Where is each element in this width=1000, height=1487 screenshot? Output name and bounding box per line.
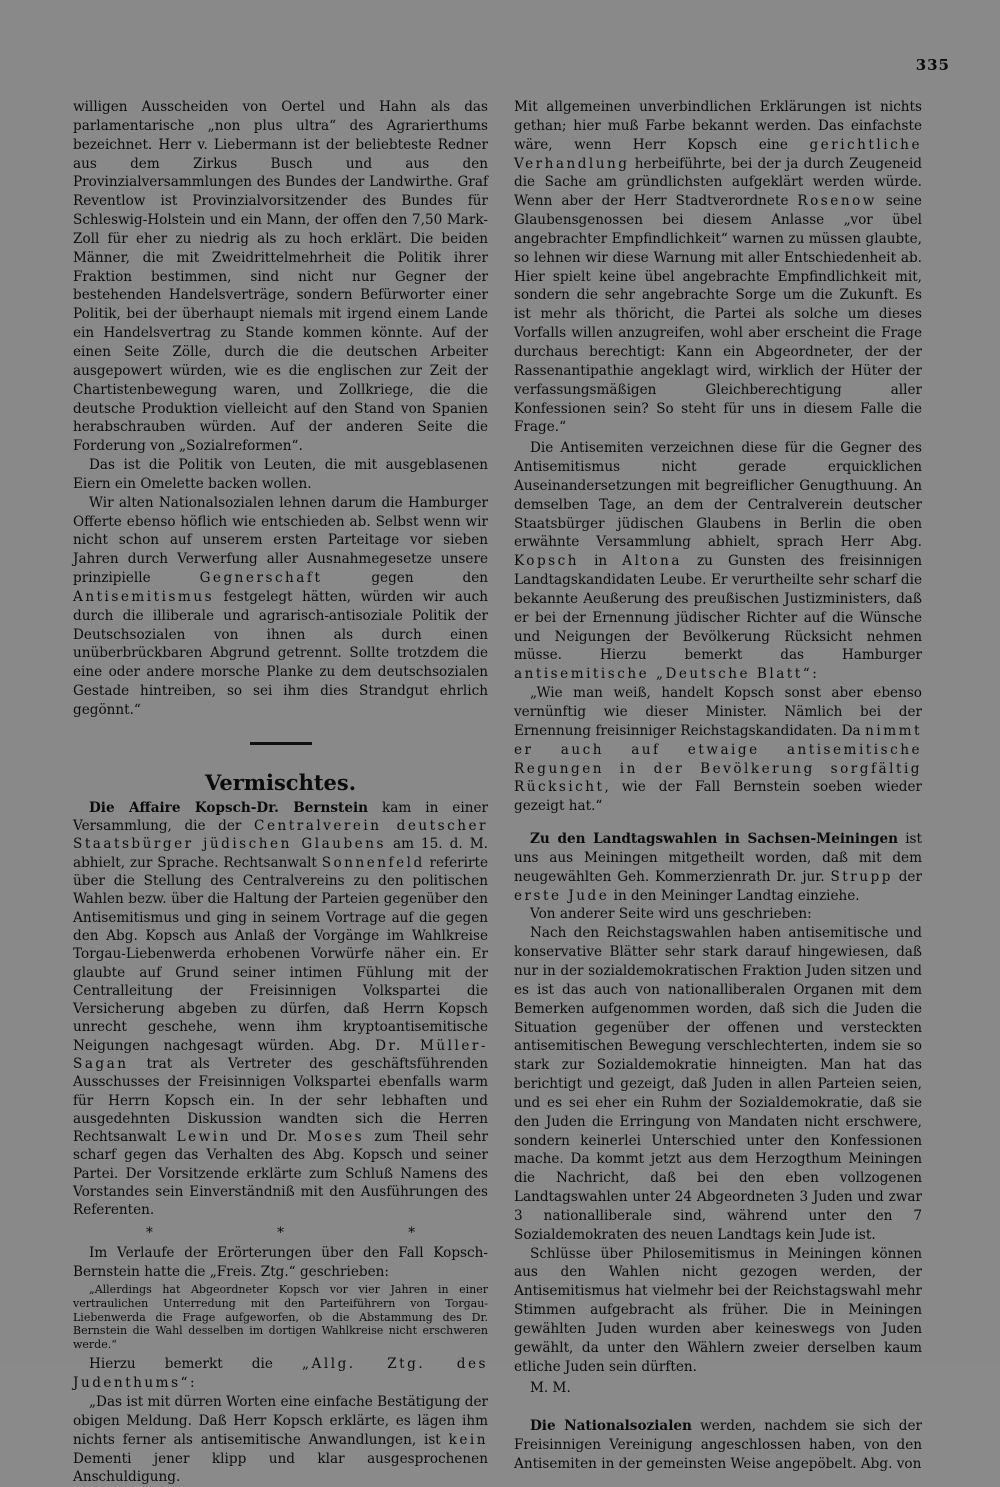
text-run: Die Antisemiten verzeichnen diese für die Gegner des Antisemitismus nicht gerade erquicklichen Auseinandersetzungen mit begreiflicher Genugthuung. An demselben Tage, an dem der Centralverein deutscher Staatsbürger jüdischen Glaubens in Berlin die oben erwähnte Versammlung abhielt, sprach Herr Abg. xyxy=(514,440,922,551)
text-run: : xyxy=(190,1375,195,1392)
paragraph xyxy=(73,494,488,720)
text-run: kam in einer Versammlung, die der xyxy=(73,799,488,835)
article-kopsch-bernstein xyxy=(73,799,488,1220)
paragraph xyxy=(514,684,922,816)
text-run: „Das ist mit dürren Worten eine einfache Bestätigung der obigen Meldung. Daß Herr Kopsch erklärte, es lägen ihm nichts ferner als antisemitische Anwandlungen, ist xyxy=(73,1394,488,1448)
spaced-text: Gegnerschaft xyxy=(199,570,323,587)
text-run: und Dr. xyxy=(230,1129,308,1146)
paragraph xyxy=(73,1355,488,1393)
text-run: seine Glaubensgenossen bei diesem Anlasse „vor übel angebrachter Empfindlichkeit“ warnen zu müssen glaubte, so lehnen wir diese Warnung mit aller Entschiedenheit ab. Hier spielt keine übel angebrachte Empfindlichkeit mit, sondern die sehr angebrachte Sorge um die Zukunft. Es ist mehr als thöricht, die Partei als solche um dieses Vorfalls willen anzugreifen, wohl aber erscheint die Frage durchaus berechtigt: Kann ein Abgeordneter, der der Rassenantipathie angeklagt wird, wirklich der Hüter der verfassungsmäßigen Gleichberechtigung aller Konfessionen sein? So steht für uns in diesem Falle die Frage.“ xyxy=(514,193,922,436)
text-run: trat als Vertreter des geschäftsführenden Ausschusses der Freisinnigen Volkspartei ebenfalls warm für Herrn Kopsch ein. In der sehr lebhaften und ausgedehnten Diskussion wandten sich die Herren Rechtsanwalt xyxy=(73,1056,488,1146)
text-run: in den Meininger Landtag einziehe. xyxy=(609,887,860,904)
article-headline: Zu den Landtagswahlen in Sachsen-Meiningen xyxy=(530,831,898,848)
spaced-text: Antisemitismus xyxy=(73,588,215,605)
paragraph: Von anderer Seite wird uns geschrieben: xyxy=(530,906,812,923)
asterism: * * * xyxy=(145,1224,476,1241)
spaced-text: Strupp xyxy=(830,868,893,885)
spaced-text: nimmt er auch auf etwaige antisemitische Regungen in der Bevölkerung sorgfältig Rücksicht xyxy=(514,722,922,796)
paragraph: Nach den Reichstagswahlen haben antisemitische und konservative Blätter sehr stark darauf hingewiesen, daß nur in der sozialdemokratischen Fraktion Juden sitzen und es ist das auch von nationalliberalen Organen mit dem Bemerken aufgenommen worden, daß sich die Juden die Situation gegenüber der offenen und versteckten antisemitischen Bewegung verschlechterten, indem sie so stark zur Sozialdemokratie hinneigten. Man hat das berichtigt und gezeigt, daß Juden in allen Parteien seien, und es sei eher ein Ruhm der Sozialdemokratie, daß sie den Juden die Erringung von Mandaten nicht erschwere, sondern keinerlei Unterschied unter den Konfessionen mache. Da kommt jetzt aus dem Herzogthum Meiningen die Nachricht, daß bei den eben vollzogenen Landtagswahlen unter 24 Abgeordneten 3 Juden und zwar 3 nationalliberale sind, während unter den 7 Sozialdemokraten des neuen Landtags kein Jude ist. xyxy=(514,925,922,1243)
text-run: Mit allgemeinen unverbindlichen Erklärungen ist nichts gethan; hier muß Farbe bekannt werden. Das einfachste wäre, wenn Herr Kopsch eine xyxy=(514,99,922,153)
section-divider xyxy=(250,742,312,745)
right-column xyxy=(514,98,922,1474)
text-run: Wir alten Nationalsozialen lehnen darum die Hamburger Offerte ebenso höflich wie entschieden ab. Selbst wenn wir nicht schon auf unserem ersten Parteitage vor sieben Jahren durch Verwerfung aller Ausnahmegesetze unsere prinzipielle xyxy=(73,494,488,587)
paragraph: Das ist die Politik von Leuten, die mit ausgeblasenen Eiern ein Omelette backen wollen. xyxy=(73,457,488,492)
spaced-text: gerichtliche Verhandlung xyxy=(514,136,922,172)
spaced-text: Altona xyxy=(622,553,682,570)
text-run: am 15. d. M. abhielt, zur Sprache. Rechtsanwalt xyxy=(73,836,488,871)
text-run: werden, nachdem sie sich der Freisinnigen Vereinigung angeschlossen haben, von den Antisemiten in der gemeinsten Weise angepöbelt. Abg. von xyxy=(514,1418,922,1473)
text-run: gegen den xyxy=(322,570,488,587)
text-run: herbeiführte, bei der ja durch Zeugeneid die Sache am gründlichsten aufgeklärt werden würde. Wenn aber der Herr Stadtverordnete xyxy=(514,155,922,210)
text-run: zum Theil sehr scharf gegen das Verhalten des Abg. Kopsch und seiner Partei. Der Vorsitzende erklärte zum Schluß Namens des Vorstandes sein Einverständniß mit den Ausführungen des Referenten. xyxy=(73,1129,489,1219)
spaced-text: Lewin xyxy=(176,1129,231,1146)
section-title: Vermischtes. xyxy=(204,769,357,795)
text-run: : xyxy=(812,666,817,683)
spaced-text: Dr. Müller-Sagan xyxy=(73,1037,488,1072)
article-headline: Die Nationalsozialen xyxy=(530,1418,692,1435)
text-run: Dementi jener klipp und klar ausgesprochenen Anschuldigung. xyxy=(73,1450,488,1486)
page-number: 335 xyxy=(915,56,950,74)
small-quote: „Allerdings hat Abgeordneter Kopsch vor vier Jahren in einer vertraulichen Unterredung mit den Parteiführern von Torgau-Liebenwerda die Frage aufgeworfen, ob die Abstammung des Dr. Bernstein die Wahl desselben im dortigen Wahlkreise nicht erschweren werde.“ xyxy=(73,1283,488,1351)
text-run: der xyxy=(892,868,922,885)
left-column xyxy=(73,98,488,1487)
spaced-text: Moses xyxy=(307,1129,365,1146)
article-nationalsoziale xyxy=(514,1417,922,1474)
text-run: , wie der Fall Bernstein soeben wieder gezeigt hat.“ xyxy=(514,779,922,815)
signature: M. M. xyxy=(530,1379,571,1396)
text-run: in xyxy=(579,553,623,570)
spaced-text: „Allg. Ztg. des Judenthums“ xyxy=(73,1356,488,1392)
paragraph: willigen Ausscheiden von Oertel und Hahn als das parlamentarische „non plus ultra“ des Agrarierthums bezeichnet. Herr v. Liebermann ist der beliebteste Redner aus dem Zirkus Busch und aus den Provinzialversammlungen des Bundes der Landwirthe. Graf Reventlow ist Provinzialvorsitzender des Bundes für Schleswig-Holstein und ein Mann, der offen den 7,50 Mark-Zoll für eher zu niedrig als zu hoch erklärt. Die beiden Männer, die mit Zweidrittelmehrheit die Politik ihrer Fraktion bestimmen, sind nicht nur Gegner der bestehenden Handelsverträge, sondern Befürworter einer Politik, bei der überhaupt niemals mit irgend einem Lande ein Handelsvertrag zu Stande kommen könnte. Auf der einen Seite Zölle, durch die die deutschen Arbeiter ausgepowert würden, wie es die englischen zur Zeit der Chartistenbewegung waren, und Zollkriege, die die deutsche Produktion vielleicht auf den Stand von Spanien herabschrauben würden. Auf der anderen Seite die Forderung von „Sozialreformen“. xyxy=(73,99,488,455)
paragraph xyxy=(73,1393,488,1487)
text-run: referirte über die Stellung des Centralvereins zu den politischen Wahlen bezw. über die Haltung der Parteien gegenüber den Antisemitismus und ging in seinem Vortrage auf die gegen den Abg. Kopsch aus Anlaß der Vorgänge im Wahlkreise Torgau-Liebenwerda erhobenen Vorwürfe näher ein. Er glaubte auf Grund seiner intimen Fühlung mit der Centralleitung der Freisinnigen Volkspartei die Versicherung abgeben zu dürfen, daß Herrn Kopsch unrecht geschehe, wenn ihm kryptoantisemitische Neigungen nachgesagt würden. Abg. xyxy=(73,854,488,1054)
paragraph: Im Verlaufe der Erörterungen über den Fall Kopsch-Bernstein hatte die „Freis. Ztg.“ geschrieben: xyxy=(73,1244,488,1280)
text-run: ist uns aus Meiningen mitgetheilt worden, daß mit dem neugewählten Geh. Kommerzienrath Dr. jur. xyxy=(514,831,922,885)
paragraph: Schlüsse über Philosemitismus in Meiningen können aus den Wahlen nicht gezogen werden, der Antisemitismus hat vielmehr bei der Reichstagswahl mehr Stimmen aufgebracht als früher. Die in Meiningen gewählten Juden wurden aber keineswegs von Juden gewählt, da unter den Wählern zweier derselben kaum etliche Juden sein dürften. xyxy=(514,1245,922,1375)
spaced-text: Kopsch xyxy=(514,553,580,570)
text-run: festgelegt hätten, würden wir auch durch die illiberale und agrarisch-antisoziale Politik der Deutschsozialen von ihnen als durch einen unüberbrückbaren Abgrund getrennt. Sollte trotzdem die eine oder andere morsche Planke zu dem deutschsozialen Gestade hintreiben, so sei ihm dies Strandgut ehrlich gegönnt.“ xyxy=(73,588,488,718)
article-headline: Die Affaire Kopsch-Dr. Bernstein xyxy=(89,799,369,816)
paragraph xyxy=(514,439,922,684)
spaced-text: kein xyxy=(448,1431,488,1448)
text-run: „Wie man weiß, handelt Kopsch sonst aber ebenso vernünftig wie dieser Minister. Nämlich bei der Ernennung freisinniger Reichstagskandidaten. Da xyxy=(514,685,922,739)
text-run: zu Gunsten des freisinnigen Landtagskandidaten Leube. Er verurtheilte sehr scharf die bekannte Aeußerung des preußischen Justizministers, daß er bei der Ernennung jüdischer Richter auf die Wünsche und Neigungen der Bevölkerung Rücksicht nehmen müsse. Hierzu bemerkt das Hamburger xyxy=(514,553,922,664)
article-meiningen xyxy=(514,830,922,905)
spaced-text: Centralverein deutscher Staatsbürger jüdischen Glaubens xyxy=(73,818,488,853)
spaced-text: erste Jude xyxy=(514,887,610,904)
text-run: Hierzu bemerkt die xyxy=(89,1356,303,1373)
spaced-text: antisemitische „Deutsche Blatt“ xyxy=(514,666,813,683)
spaced-text: Sonnenfeld xyxy=(321,854,425,871)
spaced-text: Rosenow xyxy=(797,193,877,210)
paragraph xyxy=(514,98,922,437)
